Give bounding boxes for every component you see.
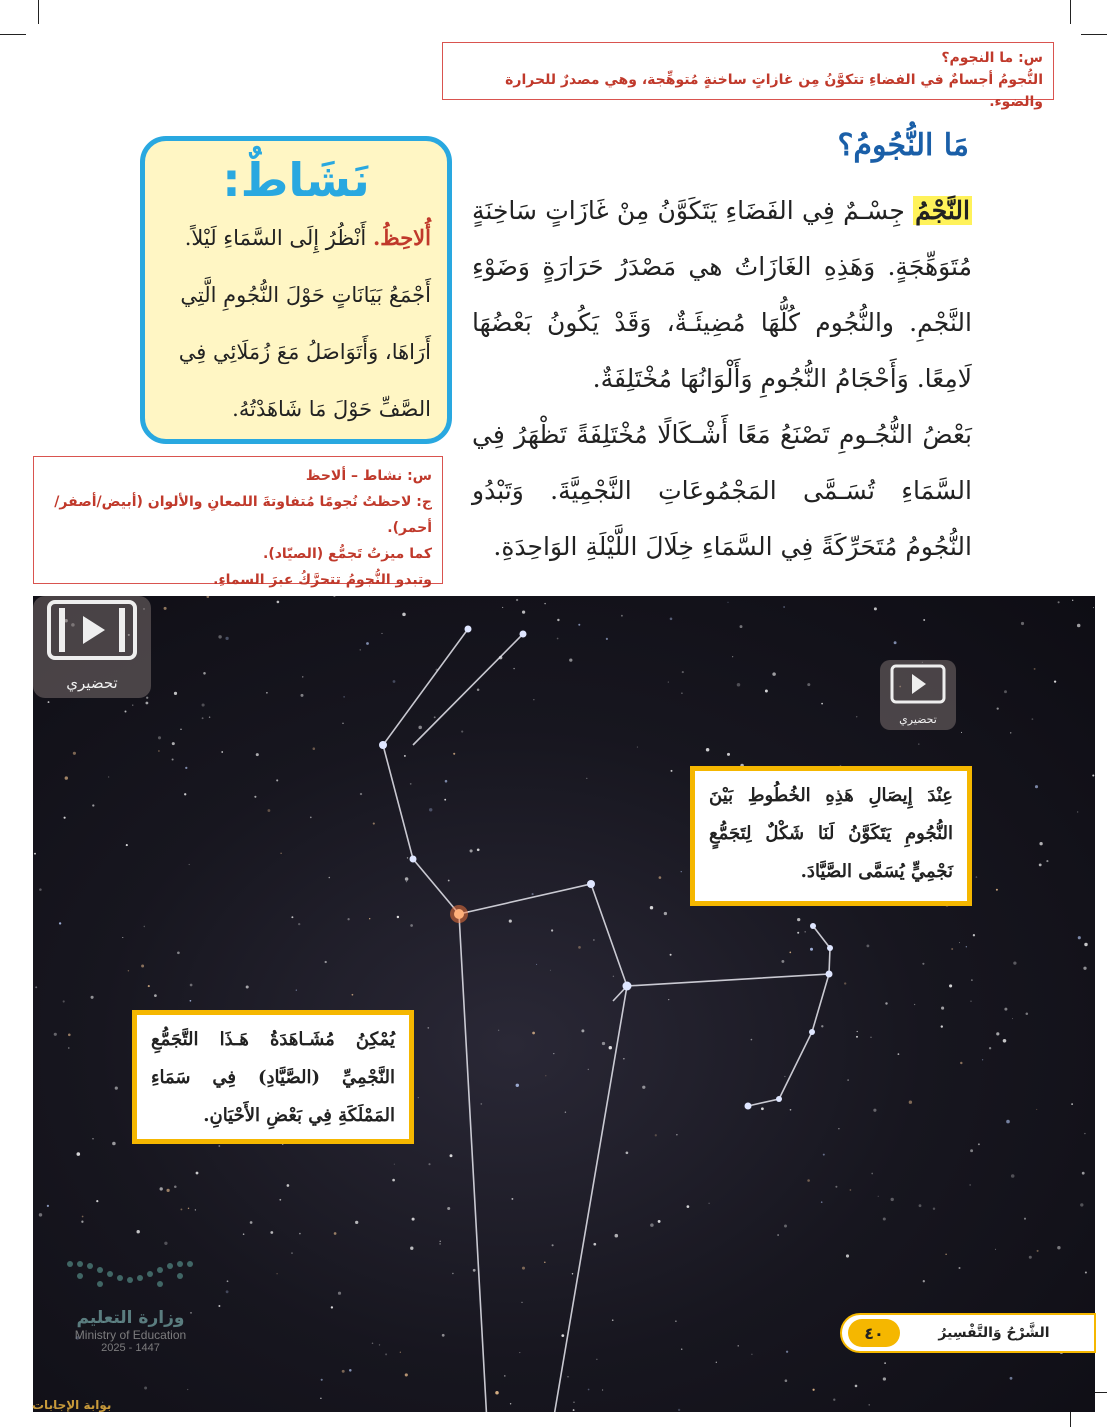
constellation-stars [379,626,833,1413]
observe-label: أُلاحِظُ. [372,225,431,250]
highlighted-term: النَّجْمُ [915,196,970,225]
page-number: ٤٠ [848,1319,900,1347]
video-play-icon [880,660,956,708]
footer-section-label: الشَّرْحُ وَالتَّفْسِيرُ [938,1325,1050,1341]
crop-mark [0,34,26,35]
ministry-name-english: Ministry of Education [74,1328,187,1342]
top-answer: النُّجومُ أجسامٌ في الفضاءِ تتكوَّنُ مِن غازاتٍ ساخنةٍ مُتوهِّجة، وهي مصدرٌ للحرارة والضوء. [505,72,1043,110]
top-question: س: ما النجوم؟ [941,50,1043,66]
ministry-year: 2025 - 1447 [101,1342,160,1354]
paragraph-text: جِسْـمٌ فِي الفَضَاءِ يَتَكَوَّنُ مِنْ غَازَاتٍ سَاخِنَةٍ مُتَوَهِّجَةٍ. وَهَذِهِ الغَازَاتُ هي مَصْدَرُ حَرَارَةٍ وَضَوْءِ النَّجْمِ. والنُّجُوم كُلُّهَا مُضِيئَـةٌ، وَقَدْ يَكُونُ بَعْضُهَا لَامِعًا. وَأَحْجَامُ النُّجُومِ وَأَلْوَانُهَا مُخْتَلِفَةٌ. [472,196,972,393]
callout-visibility-note: يُمْكِنُ مُشَـاهَدَةُ هَـذَا التَّجَمُّعِ النَّجْمِيِّ (الصَّيَّادِ) فِي سَمَاءِ المَمْلَكَةِ فِي بَعْضِ الأَحْيَانِ. [132,1010,414,1144]
ministry-logo-watermark [58,1250,203,1370]
top-question-answer-box [442,42,1054,110]
paragraph-constellations: بَعْضُ النُّجُـومِ تَصْنَعُ مَعًا أَشْـكَالًا مُخْتَلِفَةً تَظْهَرُ فِي السَّمَاءِ تُسَـمَّى المَجْمُوعَاتِ النَّجْمِيَّةَ. وَتَبْدُو النُّجُومُ مُتَحَرِّكَةً فِي السَّمَاءِ خِلَالَ اللَّيْلَةِ الوَاحِدَةِ. [472,420,972,561]
ministry-logo-icon [58,1254,203,1304]
video-badge-left[interactable] [33,596,151,698]
activity-answer-line: وتبدو النُّجومُ تتحرَّكُ عبرَ السماءِ. [213,572,432,588]
activity-answer-box [33,456,443,588]
crop-mark [1070,0,1071,24]
video-play-icon [33,596,151,666]
video-badge-label: تحضيري [66,674,118,692]
callout-lines-explanation: عِنْدَ إِيصَالِ هَذِهِ الخُطُوطِ بَيْنَ النُّجُومِ يَتَكَوَّنُ لَنَا شَكْلٌ لِتَجَمُّعٍ نَجْمِيٍّ يُسَمَّى الصَّيَّادَ. [690,766,972,906]
video-badge-label: تحضيري [899,713,937,726]
crop-mark [38,0,39,24]
ministry-name-arabic: وزارة التعليم [76,1308,185,1328]
page-footer [840,1313,1096,1353]
activity-box [140,136,452,444]
section-title: مَا النُّجُومُ؟ [837,128,969,163]
activity-answer-line: كما ميزتُ تَجمُّع (الصيّاد). [263,546,432,562]
portal-watermark: بوابة الإجابات [32,1398,112,1412]
constellation-lines [383,629,830,1412]
activity-question: س: نشاط – ألاحظ [305,468,432,484]
crop-mark [1081,34,1107,35]
activity-instructions: أَنْظُرُ إِلَى السَّمَاءِ لَيْلاً. أَجْمَعُ بَيَانَاتٍ حَوْلَ النُّجُومِ الَّتِي أَرَاهَا، وَأَتَوَاصَلُ مَعَ زُمَلَائِي فِي الصَّفِّ حَوْلَ مَا شَاهَدْتُهُ. [178,226,431,421]
activity-text [161,209,431,438]
paragraph-stars-definition [472,183,972,407]
activity-answer-line: ج: لاحظتُ نُجومًا مُتفاوتةَ اللمعانِ والألوان (أبيض/أصفر/أحمر). [54,494,432,536]
lesson-body [472,183,972,575]
video-badge-right[interactable] [880,660,956,730]
activity-title: نَشَاطٌ: [222,153,370,207]
